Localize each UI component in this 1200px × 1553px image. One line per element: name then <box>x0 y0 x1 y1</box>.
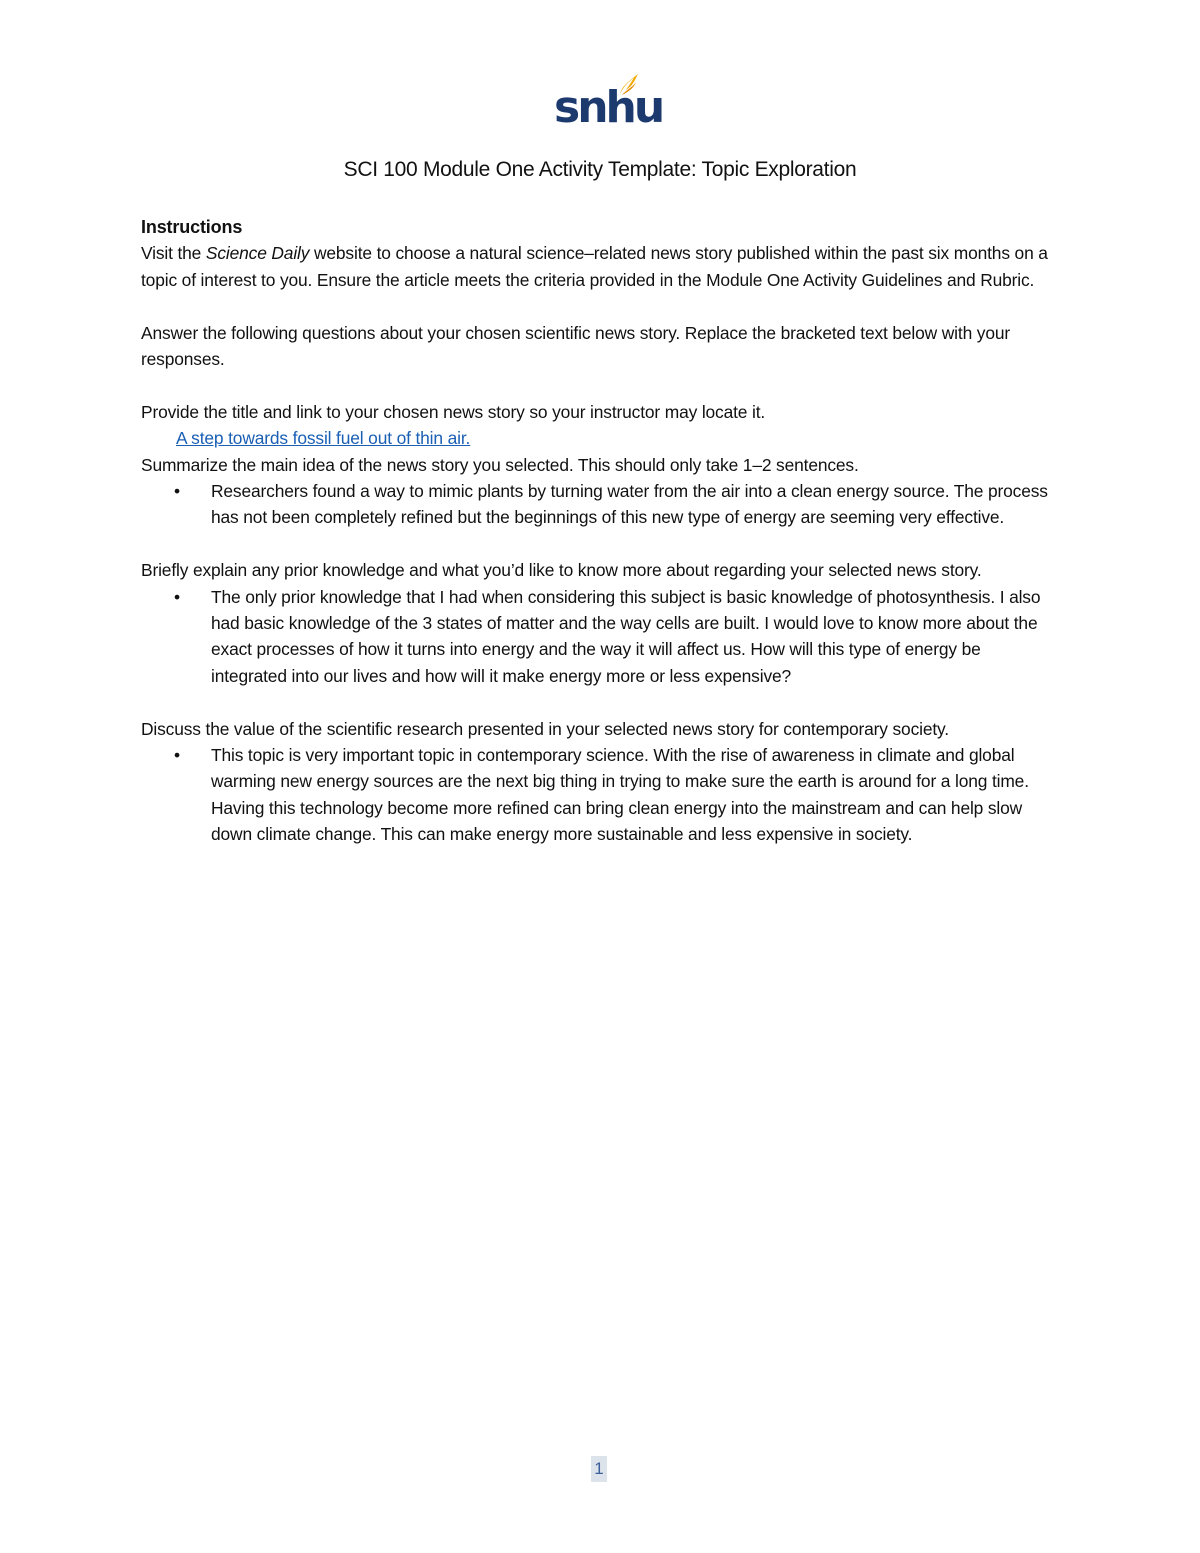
page-number: 1 <box>591 1456 607 1482</box>
snhu-logo <box>550 72 663 134</box>
question-value: Discuss the value of the scientific research presented in your selected news story for contemporary society. <box>141 718 949 739</box>
page-title: SCI 100 Module One Activity Template: Topic Exploration <box>343 158 857 181</box>
list-item <box>141 478 1061 531</box>
summary-answer: Researchers found a way to mimic plants by turning water from the air into a clean energy source. The process has not been completely refined but the beginnings of this new type of energy are seeming very effective. <box>211 481 1048 528</box>
logo-wordmark: snhu <box>554 82 663 133</box>
science-daily-name: Science Daily <box>205 243 310 264</box>
bullet-icon: • <box>174 745 180 766</box>
bullet-icon: • <box>174 586 180 607</box>
prior-knowledge-answer: The only prior knowledge that I had when considering this subject is basic knowledge of photosynthesis. I also had basic knowledge of the 3 states of matter and the way cells are built. I would love to know more about the exact processes of how it turns into energy and the way it will affect us. How will this type of energy be integrated into our lives and how will it make energy more or less expensive? <box>211 586 1041 686</box>
article-link[interactable]: A step towards fossil fuel out of thin air. <box>176 428 471 449</box>
list-item <box>141 584 1061 690</box>
bullet-icon: • <box>174 481 180 502</box>
question-prior-knowledge: Briefly explain any prior knowledge and what you’d like to know more about regarding your selected news story. <box>141 560 982 581</box>
prior-knowledge-answer-list <box>141 584 1061 690</box>
answer-instructions: Answer the following questions about your chosen scientific news story. Replace the bracketed text below with your responses. <box>141 322 1010 370</box>
instructions-text-continued: website to choose a natural science–related news story published within the past six months on a topic of interest to you. Ensure the article meets the criteria provided in the Module One Activity Guidelines and Rubric. <box>141 243 1048 290</box>
value-answer: This topic is very important topic in contemporary science. With the rise of awareness in climate and global warming new energy sources are the next big thing in trying to make sure the earth is around for a long time. Having this technology become more refined can bring clean energy into the mainstream and can help slow down climate change. This can make energy more sustainable and less expensive in society. <box>211 745 1029 845</box>
question-summary: Summarize the main idea of the news story you selected. This should only take 1–2 sentences. <box>141 454 859 475</box>
value-answer-list <box>141 742 1061 848</box>
instructions-text: Visit the <box>141 243 206 264</box>
article-link-line <box>141 425 1061 451</box>
instructions-heading: Instructions <box>141 217 243 237</box>
question-title-link: Provide the title and link to your chosen news story so your instructor may locate it. <box>141 401 766 422</box>
instructions-paragraph <box>141 240 1061 293</box>
list-item <box>141 742 1061 848</box>
document-body <box>141 214 1061 848</box>
summary-answer-list <box>141 478 1061 531</box>
